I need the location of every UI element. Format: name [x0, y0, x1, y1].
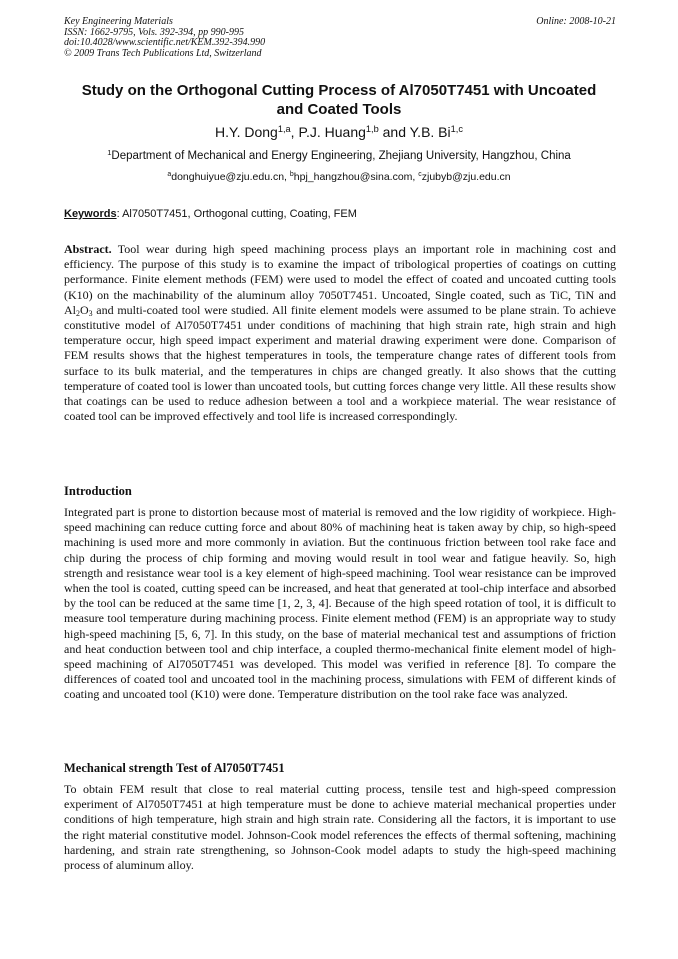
author-separator: ,: [290, 124, 299, 140]
doi-line: doi:10.4028/www.scientific.net/KEM.392-394.990: [64, 37, 266, 48]
email-address: zjubyb@zju.edu.cn: [421, 171, 511, 183]
author-affiliation-marker: 1,b: [365, 123, 379, 134]
affiliation-text: Department of Mechanical and Energy Engineering, Zhejiang University, Hangzhou, China: [111, 150, 571, 162]
keywords-colon: :: [116, 208, 123, 220]
keywords-text: Al7050T7451, Orthogonal cutting, Coating, FEM: [122, 208, 357, 220]
abstract-label: Abstract.: [64, 242, 112, 256]
issn-line: ISSN: 1662-9795, Vols. 392-394, pp 990-995: [64, 26, 244, 38]
email-address: donghuiyue@zju.edu.cn,: [171, 171, 290, 183]
section-heading-introduction: Introduction: [64, 484, 132, 498]
keywords-label: Keywords: [64, 208, 117, 220]
abstract-text: and multi-coated tool were studied. All finite element models were assumed to be plane strain. To achieve constitutive model of Al7050T7451 under conditions of machining that high strain rate, high strain and high temperature occur, high speed impact experiment and material drawing experiment were done. Comparison of FEM results shows that the highest temperatures in tools, the temperature change rates of different tools from surface to its bulk material, and the temperatures in chips are changed greatly. It also shows that the cutting temperature of coated tool is lower than uncoated tools, but cutting forces change very little. All these results show that coatings can be used to reduce adhesion between a tool and a workpiece material. The wear resistance of coated tool can be improved effectively and tool life is increased correspondingly.: [64, 302, 616, 424]
affiliation-marker: 1: [107, 147, 112, 157]
email-address: hpj_hangzhou@sina.com,: [293, 171, 419, 183]
abstract-text: O: [79, 302, 89, 317]
journal-name: Key Engineering Materials: [64, 16, 173, 27]
title-line-1: Study on the Orthogonal Cutting Process of Al7050T7451 with Uncoated: [81, 82, 597, 99]
author-name: Y.B. Bi: [409, 124, 451, 140]
author-affiliation-marker: 1,c: [450, 123, 463, 134]
copyright-line: © 2009 Trans Tech Publications Ltd, Switzerland: [64, 47, 262, 59]
abstract: [64, 242, 616, 424]
email-marker: b: [289, 171, 294, 179]
abstract-text: Tool wear during high speed machining process plays an important role in machining cost and efficiency. The purpose of this study is to examine the impact of tribological properties of coatings on cutting performance. Finite element methods (FEM) were used to model the effect of coated and uncoated cutting tools (K10) on the machinability of the aluminum alloy 7050T7451. Uncoated, Single coated, such as TiC, TiN and Al: [64, 242, 616, 317]
author-emails: [30, 170, 648, 184]
email-marker: a: [167, 171, 172, 179]
author-separator: and: [378, 124, 410, 140]
paper-title: [40, 82, 638, 119]
keywords: [64, 207, 616, 221]
email-marker: c: [418, 171, 422, 179]
online-date: Online: 2008-10-21: [536, 16, 616, 27]
title-line-2: and Coated Tools: [276, 100, 402, 118]
author-list: [40, 123, 638, 141]
mechanical-strength-paragraph: To obtain FEM result that close to real material cutting process, tensile test and high-speed compression experiment of Al7050T7451 at high temperature must be done to achieve material mechanical properties under conditions of high temperature, high strain and high strain rate. Considering all the factors, it is important to use the right material constitutive model. Johnson-Cook model references the effects of thermal softening, machining hardening, and strain rate strengthening, so Johnson-Cook model adapts to study the high-speed machining process of aluminum alloy.: [64, 782, 616, 873]
journal-metadata: [64, 17, 616, 59]
affiliation: [30, 149, 648, 164]
author-affiliation-marker: 1,a: [277, 123, 291, 134]
author-name: H.Y. Dong: [215, 124, 278, 140]
section-heading-mechanical-strength: Mechanical strength Test of Al7050T7451: [64, 761, 285, 775]
subscript: 3: [88, 308, 93, 318]
author-name: P.J. Huang: [298, 124, 366, 140]
subscript: 2: [76, 308, 80, 318]
introduction-paragraph: Integrated part is prone to distortion because most of material is removed and the low rigidity of workpiece. High-speed machining can reduce cutting force and about 80% of machining heat is taken away by chip, so high-speed machining is used more and more commonly in aviation. But the continuous friction between tool rake face and chip during the process of chip forming and moving would result in tool wear and fatigue heavily. So, high strength and resistance wear tool is a key element of high-speed machining. Tool wear resistance can be improved when the tool is coated, cutting speed can be increased, and heat that generated at tool-chip interface and absorbed by the tool can be reduced at the same time [1, 2, 3, 4]. Because of the high speed rotation of tool, it is difficult to measure tool temperature during machining process. Finite element method (FEM) is an appropriate way to study high-speed machining [5, 6, 7]. In this study, on the base of material mechanical test and assumptions of friction and heat conduction between tool and chip interface, a coupled thermo-mechanical finite element model of high-speed machining of Al7050T7451 was developed. This model was verified in reference [8]. To compare the differences of coated tool and uncoated tool in the machining process, simulations with FEM of different kinds of coating and uncoated tool (K10) were done. Temperature distribution on the tool rake face was analyzed.: [64, 505, 616, 702]
